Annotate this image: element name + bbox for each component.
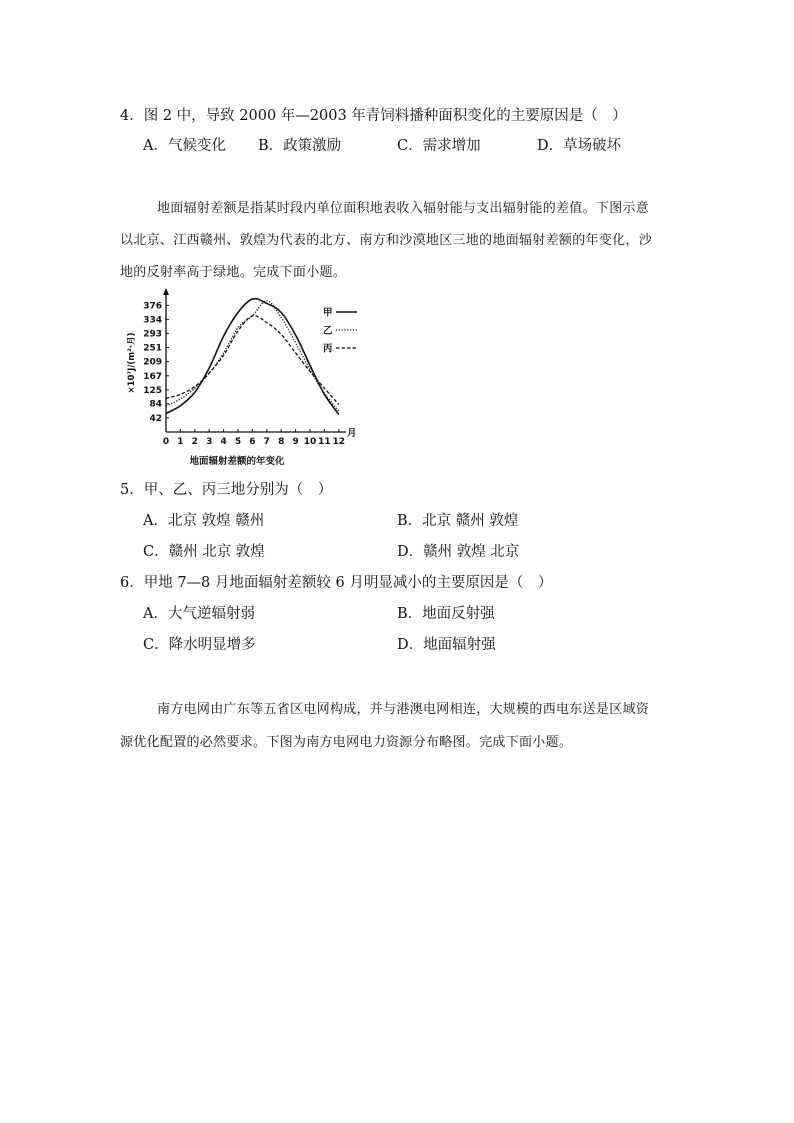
radiation-balance-chart <box>125 286 370 471</box>
chart-caption: 地面辐射差额的年变化 <box>189 456 285 467</box>
q6-option-a[interactable]: A．大气逆辐射弱 <box>143 606 255 622</box>
chart-y-ticks <box>143 301 169 423</box>
y-tick-label: 125 <box>143 385 162 396</box>
q4-option-a[interactable]: A．气候变化 <box>143 138 226 154</box>
q5-option-d[interactable]: D．赣州 敦煌 北京 <box>397 544 520 560</box>
q5-option-a[interactable]: A．北京 敦煌 赣州 <box>143 513 265 529</box>
q5-stem: 5．甲、乙、丙三地分别为（ ） <box>120 482 333 498</box>
x-tick-label: 0 <box>162 437 170 447</box>
y-axis-arrow <box>163 288 169 295</box>
q6-option-c[interactable]: C．降水明显增多 <box>143 637 256 653</box>
legend-label-1: 甲 <box>323 307 333 319</box>
chart-legend <box>323 308 357 355</box>
chart-axes <box>163 288 346 432</box>
legend-label-3: 丙 <box>323 343 333 355</box>
q4-stem: 4．图 2 中，导致 2000 年—2003 年青饲料播种面积变化的主要原因是（ ） <box>120 108 627 124</box>
x-tick-label: 3 <box>206 437 213 447</box>
chart-y-axis-label: ×10⁷J/(m²·月) <box>127 332 137 394</box>
y-tick-label: 251 <box>143 343 162 354</box>
chart-series-lines <box>166 299 339 415</box>
x-tick-label: 6 <box>249 437 256 447</box>
q4-option-d[interactable]: D．草场破坏 <box>537 138 622 154</box>
legend-label-2: 乙 <box>323 325 333 337</box>
x-tick-label: 10 <box>303 437 317 447</box>
q5-option-b[interactable]: B．北京 赣州 敦煌 <box>397 513 519 529</box>
intro2-line-2: 源优化配置的必然要求。下图为南方电网电力资源分布略图。完成下面小题。 <box>120 735 573 750</box>
intro2-line-1: 南方电网由广东等五省区电网构成，并与港澳电网相连，大规模的西电东送是区域资 <box>157 702 650 717</box>
series-line-3 <box>166 316 339 405</box>
q4-option-b[interactable]: B．政策激励 <box>258 138 342 154</box>
q5-option-c[interactable]: C．赣州 北京 敦煌 <box>143 544 265 560</box>
chart-x-axis-unit: 月 <box>347 428 357 439</box>
y-tick-label: 209 <box>143 357 162 368</box>
x-tick-label: 5 <box>234 437 242 447</box>
x-tick-label: 2 <box>191 437 198 447</box>
q6-option-b[interactable]: B．地面反射强 <box>397 606 495 622</box>
intro1-line-3: 地的反射率高于绿地。完成下面小题。 <box>120 265 347 280</box>
x-tick-label: 12 <box>332 437 346 447</box>
y-tick-label: 376 <box>143 301 162 312</box>
q6-stem: 6．甲地 7—8 月地面辐射差额较 6 月明显减小的主要原因是（ ） <box>120 575 553 591</box>
y-tick-label: 42 <box>149 413 162 424</box>
x-tick-label: 9 <box>292 437 299 447</box>
x-tick-label: 8 <box>278 437 285 447</box>
x-tick-label: 7 <box>263 437 270 447</box>
y-tick-label: 334 <box>143 315 162 326</box>
x-tick-label: 4 <box>220 437 227 447</box>
intro1-line-1: 地面辐射差额是指某时段内单位面积地表收入辐射能与支出辐射能的差值。下图示意 <box>157 201 650 216</box>
y-tick-label: 293 <box>143 329 162 340</box>
y-tick-label: 167 <box>143 371 162 382</box>
intro1-line-2: 以北京、江西赣州、敦煌为代表的北方、南方和沙漠地区三地的地面辐射差额的年变化，沙 <box>120 233 653 248</box>
q4-option-c[interactable]: C．需求增加 <box>397 138 481 154</box>
x-tick-label: 11 <box>318 437 331 447</box>
x-tick-label: 1 <box>177 437 184 447</box>
y-tick-label: 84 <box>149 399 162 410</box>
q6-option-d[interactable]: D．地面辐射强 <box>397 637 496 653</box>
